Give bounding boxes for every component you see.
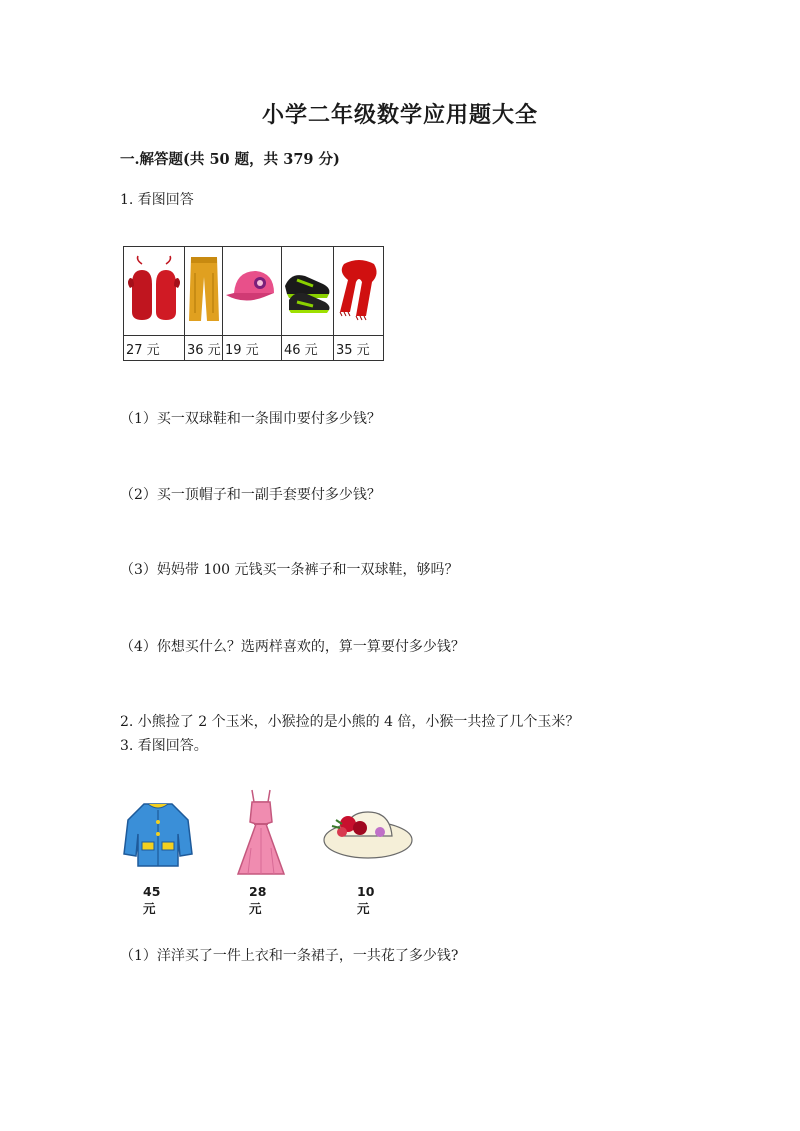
price-pants: 36 元 xyxy=(185,336,223,361)
question-1-sub-4: （4）你想买什么？选两样喜欢的，算一算要付多少钱？ xyxy=(120,639,465,655)
scarf-cell xyxy=(334,247,384,336)
price-table xyxy=(123,246,384,361)
question-1-sub-1: （1）买一双球鞋和一条围巾要付多少钱？ xyxy=(120,411,381,427)
sneakers-icon xyxy=(283,264,333,314)
pants-icon xyxy=(187,253,221,325)
mittens-cell xyxy=(124,247,185,336)
sun-hat-icon xyxy=(322,806,414,862)
price-dress: 28元 xyxy=(249,884,267,916)
page-title: 小学二年级数学应用题大全 xyxy=(261,102,538,128)
mittens-icon xyxy=(126,254,182,324)
coat-icon xyxy=(122,798,194,870)
cap-cell xyxy=(223,247,282,336)
question-1-sub-3: （3）妈妈带 100 元钱买一条裤子和一双球鞋，够吗？ xyxy=(120,562,459,578)
question-2-stem: 2. 小熊捡了 2 个玉米，小猴捡的是小熊的 4 倍，小猴一共捡了几个玉米？ xyxy=(120,714,580,730)
price-coat: 45元 xyxy=(143,884,161,916)
price-scarf: 35 元 xyxy=(334,336,384,361)
question-3-stem: 3. 看图回答。 xyxy=(120,738,208,754)
price-sneakers: 46 元 xyxy=(282,336,334,361)
dress-icon xyxy=(236,788,286,878)
price-cap: 19 元 xyxy=(223,336,282,361)
question-1-stem: 1. 看图回答 xyxy=(120,192,194,208)
section-heading: 一.解答题(共 50 题，共 379 分) xyxy=(120,151,340,168)
sneakers-cell xyxy=(282,247,334,336)
question-1-sub-2: （2）买一顶帽子和一副手套要付多少钱？ xyxy=(120,487,381,503)
cap-icon xyxy=(224,261,280,317)
pants-cell xyxy=(185,247,223,336)
question-3-sub-1: （1）洋洋买了一件上衣和一条裙子，一共花了多少钱? xyxy=(120,948,459,964)
price-mittens: 27 元 xyxy=(124,336,185,361)
scarf-icon xyxy=(336,256,382,322)
price-hat: 10元 xyxy=(357,884,375,916)
